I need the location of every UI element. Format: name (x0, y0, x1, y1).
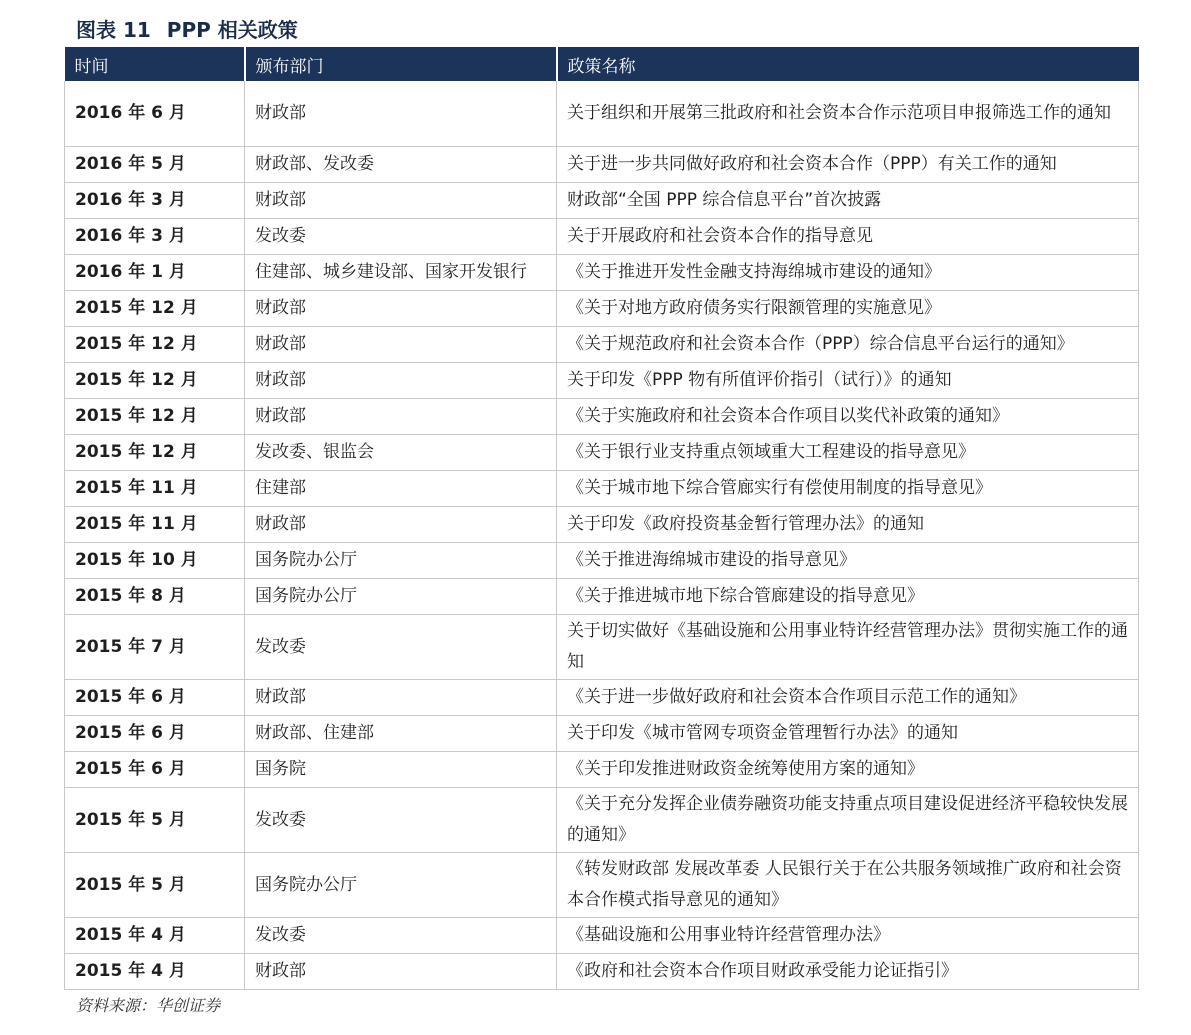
cell-date: 2015 年 11 月 (65, 470, 245, 506)
table-caption (76, 14, 298, 46)
table-row (65, 917, 1139, 953)
table-row (65, 146, 1139, 182)
cell-department: 发改委 (245, 614, 557, 679)
table-row (65, 290, 1139, 326)
cell-date: 2015 年 5 月 (65, 787, 245, 852)
cell-date: 2015 年 12 月 (65, 326, 245, 362)
table-body (65, 81, 1139, 989)
cell-date: 2015 年 5 月 (65, 852, 245, 917)
cell-date: 2016 年 1 月 (65, 254, 245, 290)
cell-date: 2015 年 10 月 (65, 542, 245, 578)
cell-policy: 《基础设施和公用事业特许经营管理办法》 (557, 917, 1139, 953)
table-row (65, 506, 1139, 542)
table-row (65, 542, 1139, 578)
cell-department: 发改委 (245, 787, 557, 852)
cell-date: 2016 年 3 月 (65, 182, 245, 218)
table-row (65, 218, 1139, 254)
caption-label: 图表 11 (76, 18, 151, 42)
cell-date: 2015 年 12 月 (65, 362, 245, 398)
cell-department: 国务院办公厅 (245, 542, 557, 578)
cell-department: 财政部 (245, 182, 557, 218)
cell-policy: 《关于推进开发性金融支持海绵城市建设的通知》 (557, 254, 1139, 290)
cell-date: 2015 年 12 月 (65, 398, 245, 434)
source-note: 资料来源：华创证券 (76, 996, 221, 1015)
cell-department: 发改委、银监会 (245, 434, 557, 470)
cell-department: 发改委 (245, 218, 557, 254)
table-row (65, 852, 1139, 917)
table-row (65, 326, 1139, 362)
table-row (65, 470, 1139, 506)
cell-department: 财政部 (245, 81, 557, 146)
cell-department: 住建部 (245, 470, 557, 506)
cell-date: 2015 年 8 月 (65, 578, 245, 614)
cell-policy: 《关于充分发挥企业债券融资功能支持重点项目建设促进经济平稳较快发展的通知》 (557, 787, 1139, 852)
table-row (65, 614, 1139, 679)
cell-date: 2015 年 4 月 (65, 953, 245, 989)
cell-department: 发改委 (245, 917, 557, 953)
header-department: 颁布部门 (245, 47, 557, 81)
header-date: 时间 (65, 47, 245, 81)
cell-policy: 《政府和社会资本合作项目财政承受能力论证指引》 (557, 953, 1139, 989)
cell-department: 财政部、住建部 (245, 715, 557, 751)
table-row (65, 953, 1139, 989)
cell-date: 2016 年 3 月 (65, 218, 245, 254)
cell-department: 国务院 (245, 751, 557, 787)
cell-date: 2015 年 6 月 (65, 751, 245, 787)
cell-department: 国务院办公厅 (245, 578, 557, 614)
cell-policy: 《关于实施政府和社会资本合作项目以奖代补政策的通知》 (557, 398, 1139, 434)
cell-department: 财政部 (245, 290, 557, 326)
cell-policy: 关于进一步共同做好政府和社会资本合作（PPP）有关工作的通知 (557, 146, 1139, 182)
cell-department: 财政部 (245, 398, 557, 434)
cell-policy: 关于印发《政府投资基金暂行管理办法》的通知 (557, 506, 1139, 542)
cell-date: 2016 年 5 月 (65, 146, 245, 182)
cell-date: 2015 年 12 月 (65, 434, 245, 470)
table-row (65, 679, 1139, 715)
cell-policy: 关于印发《PPP 物有所值评价指引（试行）》的通知 (557, 362, 1139, 398)
cell-date: 2015 年 11 月 (65, 506, 245, 542)
cell-policy: 关于组织和开展第三批政府和社会资本合作示范项目申报筛选工作的通知 (557, 81, 1139, 146)
table-row (65, 578, 1139, 614)
table-row (65, 362, 1139, 398)
cell-date: 2015 年 6 月 (65, 679, 245, 715)
cell-department: 财政部 (245, 953, 557, 989)
cell-department: 财政部 (245, 362, 557, 398)
cell-policy: 《关于推进海绵城市建设的指导意见》 (557, 542, 1139, 578)
cell-date: 2016 年 6 月 (65, 81, 245, 146)
cell-policy: 关于开展政府和社会资本合作的指导意见 (557, 218, 1139, 254)
cell-policy: 《关于印发推进财政资金统筹使用方案的通知》 (557, 751, 1139, 787)
cell-policy: 关于印发《城市管网专项资金管理暂行办法》的通知 (557, 715, 1139, 751)
cell-policy: 《关于城市地下综合管廊实行有偿使用制度的指导意见》 (557, 470, 1139, 506)
cell-department: 财政部 (245, 506, 557, 542)
table-row (65, 254, 1139, 290)
table-row (65, 751, 1139, 787)
table-row (65, 81, 1139, 146)
cell-department: 住建部、城乡建设部、国家开发银行 (245, 254, 557, 290)
cell-policy: 《关于推进城市地下综合管廊建设的指导意见》 (557, 578, 1139, 614)
header-policy: 政策名称 (557, 47, 1139, 81)
cell-date: 2015 年 7 月 (65, 614, 245, 679)
cell-policy: 财政部“全国 PPP 综合信息平台”首次披露 (557, 182, 1139, 218)
cell-date: 2015 年 12 月 (65, 290, 245, 326)
table-row (65, 398, 1139, 434)
cell-department: 国务院办公厅 (245, 852, 557, 917)
cell-policy: 关于切实做好《基础设施和公用事业特许经营管理办法》贯彻实施工作的通知 (557, 614, 1139, 679)
caption-title: PPP 相关政策 (166, 18, 298, 42)
table-row (65, 787, 1139, 852)
cell-policy: 《转发财政部 发展改革委 人民银行关于在公共服务领域推广政府和社会资本合作模式指导意见的通知》 (557, 852, 1139, 917)
cell-policy: 《关于进一步做好政府和社会资本合作项目示范工作的通知》 (557, 679, 1139, 715)
table-row (65, 182, 1139, 218)
cell-department: 财政部 (245, 679, 557, 715)
cell-policy: 《关于对地方政府债务实行限额管理的实施意见》 (557, 290, 1139, 326)
table-row (65, 434, 1139, 470)
cell-policy: 《关于规范政府和社会资本合作（PPP）综合信息平台运行的通知》 (557, 326, 1139, 362)
cell-date: 2015 年 4 月 (65, 917, 245, 953)
cell-date: 2015 年 6 月 (65, 715, 245, 751)
table-row (65, 715, 1139, 751)
cell-department: 财政部 (245, 326, 557, 362)
policy-table (64, 47, 1139, 990)
table-header-row (65, 47, 1139, 81)
cell-policy: 《关于银行业支持重点领域重大工程建设的指导意见》 (557, 434, 1139, 470)
cell-department: 财政部、发改委 (245, 146, 557, 182)
